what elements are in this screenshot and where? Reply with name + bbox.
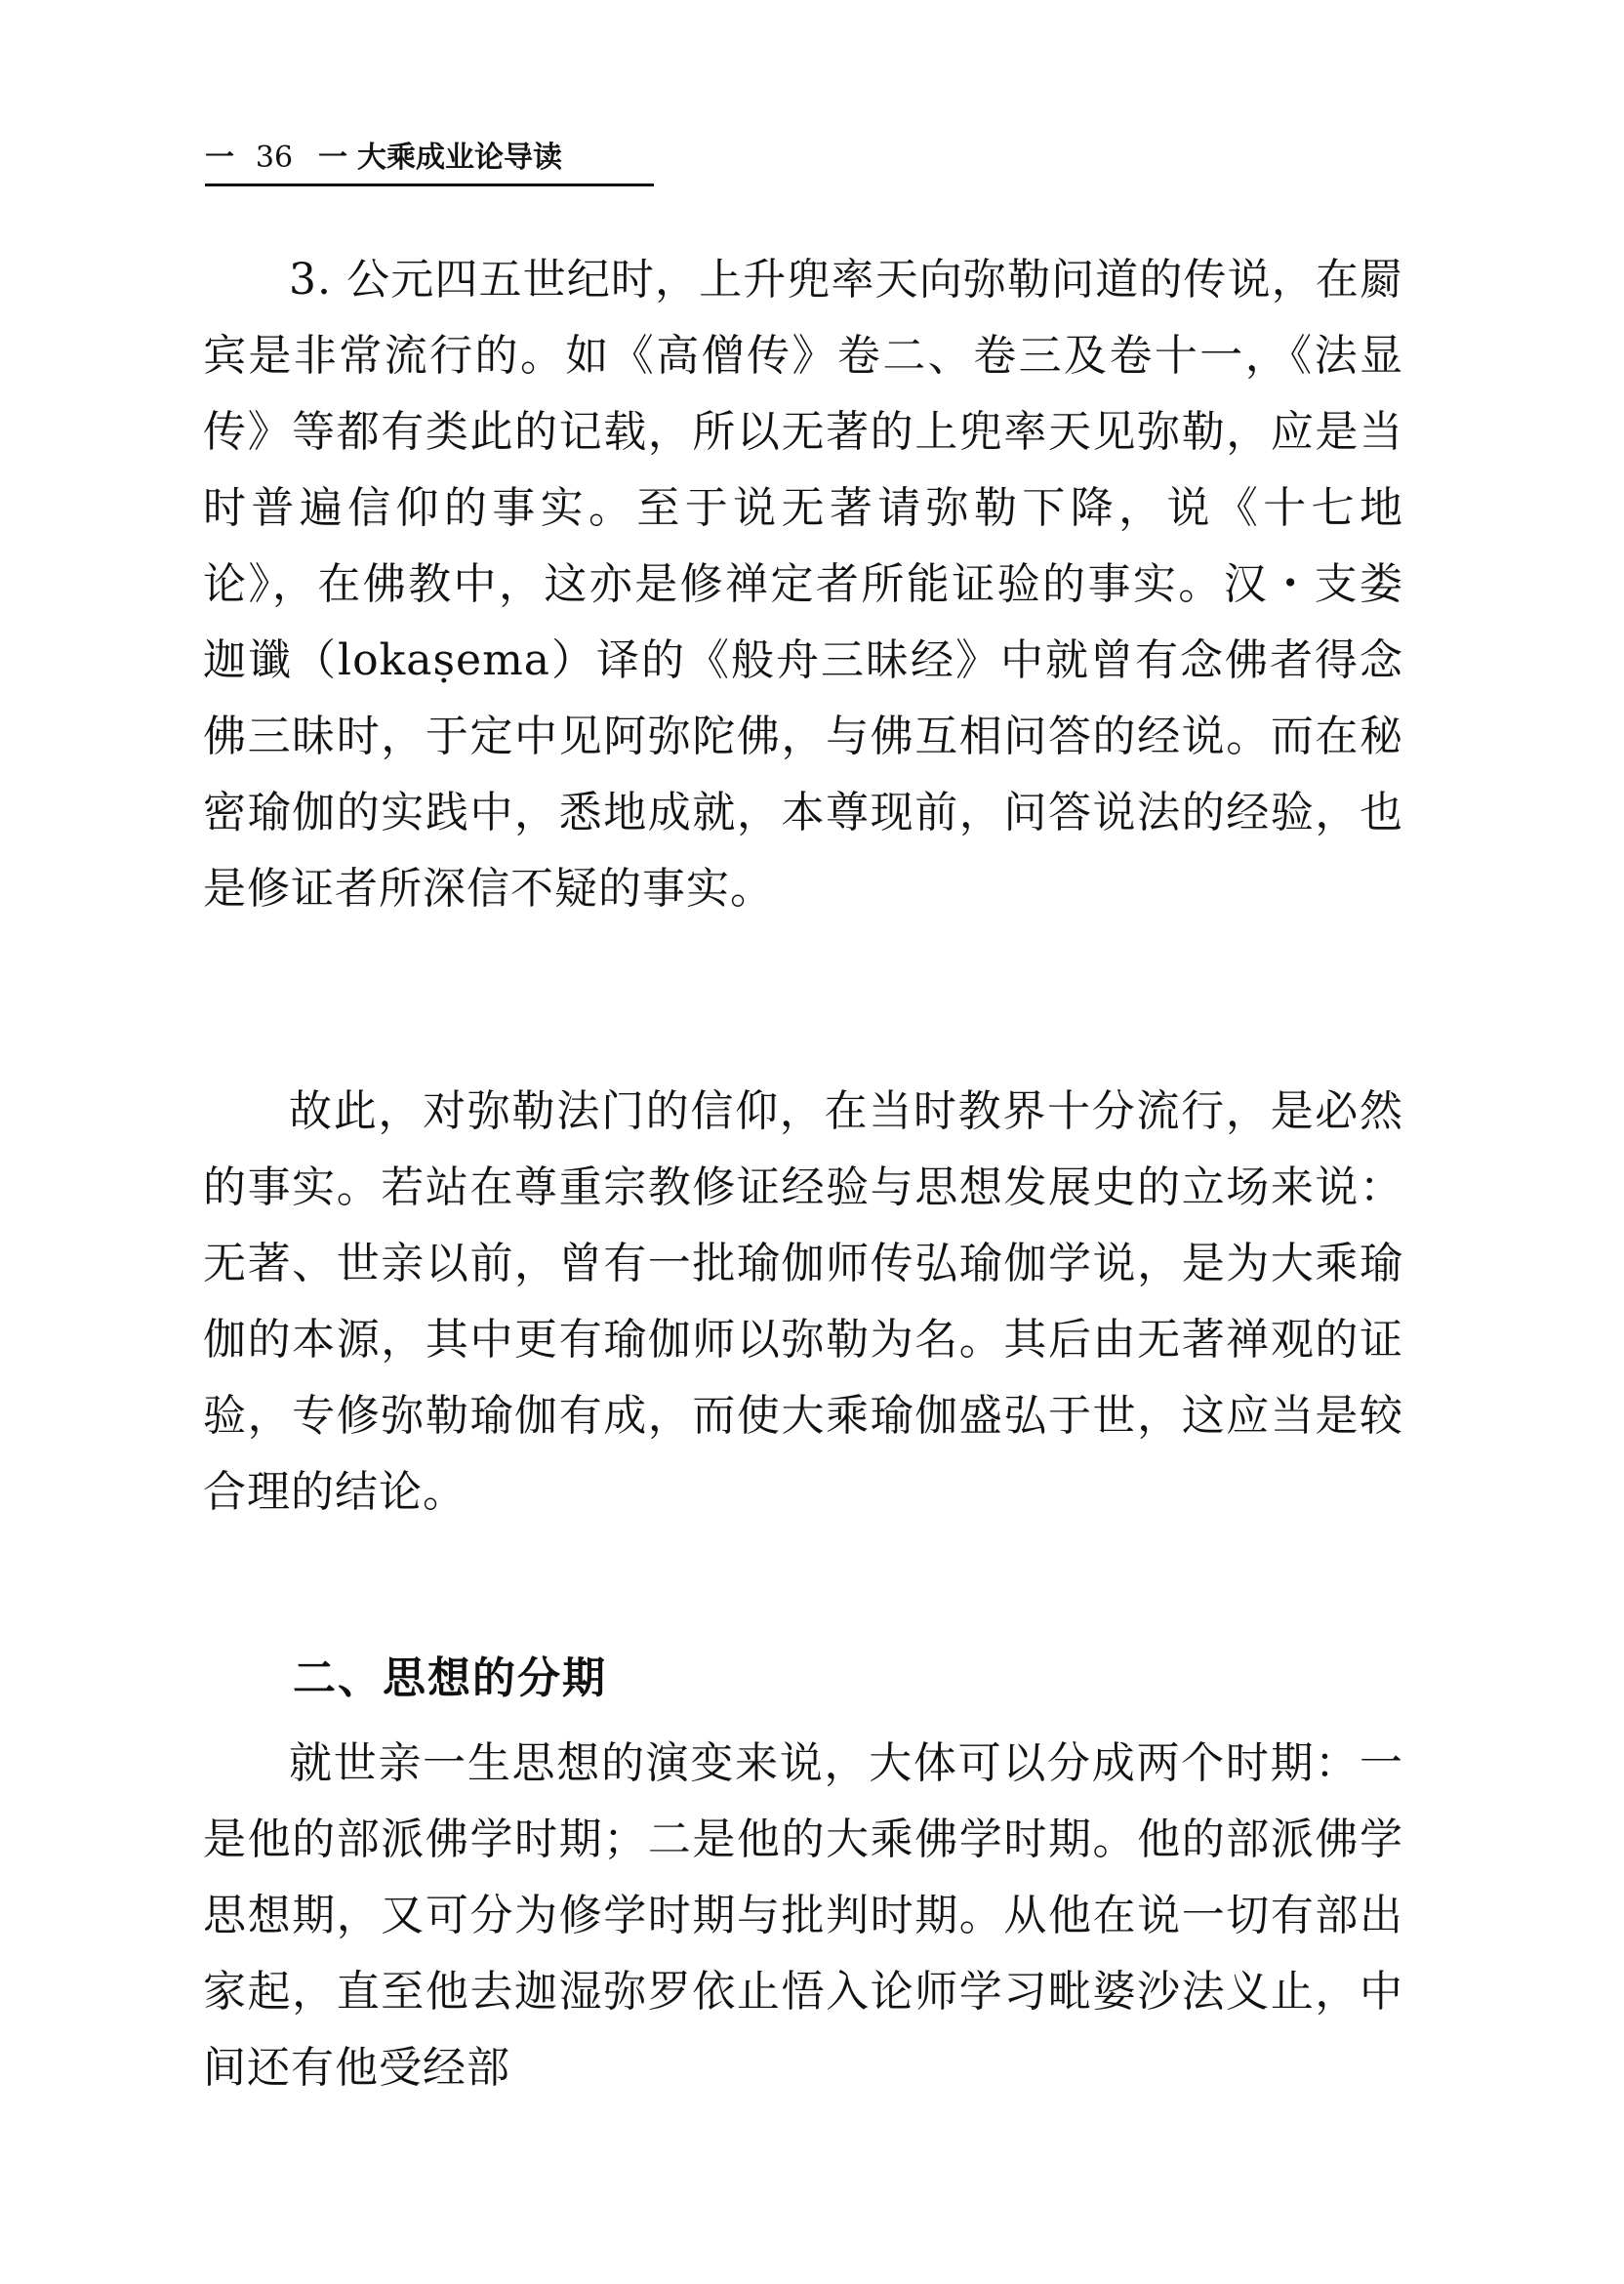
paragraph-3 bbox=[203, 1726, 1403, 2106]
header-dash-right: 一 bbox=[318, 141, 347, 175]
page-number: 36 bbox=[255, 141, 294, 175]
paragraph-text: 就世亲一生思想的演变来说，大体可以分成两个时期：一是他的部派佛学时期；二是他的大乘佛学时期。他的部派佛学思想期，又可分为修学时期与批判时期。从他在说一切有部出家起，直至他去迦湿弥罗依止悟入论师学习毗婆沙法义止，中间还有他受经部 bbox=[203, 1738, 1403, 2093]
running-header bbox=[205, 137, 654, 186]
section-heading: 二、思想的分期 bbox=[293, 1653, 607, 1703]
paragraph-1 bbox=[203, 242, 1403, 927]
paragraph-text: 故此，对弥勒法门的信仰，在当时教界十分流行，是必然的事实。若站在尊重宗教修证经验与思想发展史的立场来说：无著、世亲以前，曾有一批瑜伽师传弘瑜伽学说，是为大乘瑜伽的本源，其中更有瑜伽师以弥勒为名。其后由无著禅观的证验，专修弥勒瑜伽有成，而使大乘瑜伽盛弘于世，这应当是较合理的结论。 bbox=[203, 1086, 1403, 1517]
book-title: 大乘成业论导读 bbox=[357, 141, 562, 175]
paragraph-text: 3. 公元四五世纪时，上升兜率天向弥勒问道的传说，在罽宾是非常流行的。如《高僧传》卷二、卷三及卷十一，《法显传》等都有类此的记载，所以无著的上兜率天见弥勒，应是当时普遍信仰的事实。至于说无著请弥勒下降，说《十七地论》，在佛教中，这亦是修禅定者所能证验的事实。汉・支娄迦谶（lokaṣema）译的《般舟三昧经》中就曾有念佛者得念佛三昧时，于定中见阿弥陀佛，与佛互相问答的经说。而在秘密瑜伽的实践中，悉地成就，本尊现前，问答说法的经验，也是修证者所深信不疑的事实。 bbox=[203, 255, 1403, 914]
header-dash-left: 一 bbox=[205, 141, 234, 175]
paragraph-2 bbox=[203, 1074, 1403, 1530]
